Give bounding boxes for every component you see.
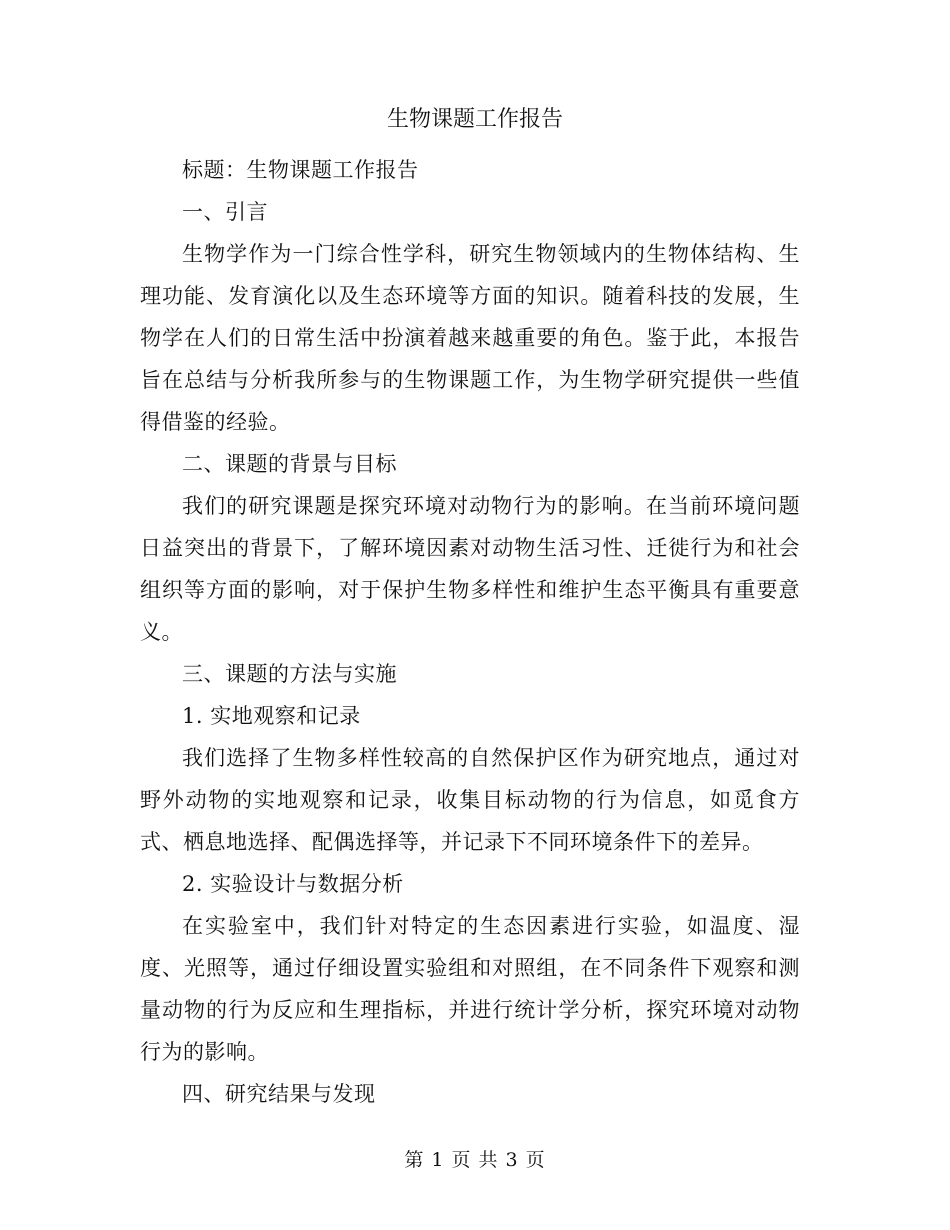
document-title: 生物课题工作报告 <box>386 107 563 132</box>
section-heading-introduction: 一、引言 <box>182 200 268 224</box>
paragraph-introduction: 生物学作为一门综合性学科，研究生物领域内的生物体结构、生理功能、发育演化以及生态环境等方面的知识。随着科技的发展，生物学在人们的日常生活中扮演着越来越重要的角色。鉴于此，本报告旨在总结与分析我所参与的生物课题工作，为生物学研究提供一些值得借鉴的经验。 <box>140 242 800 434</box>
subtitle-line: 标题：生物课题工作报告 <box>182 158 419 182</box>
paragraph-experiment-design: 在实验室中，我们针对特定的生态因素进行实验，如温度、湿度、光照等，通过仔细设置实验组和对照组，在不同条件下观察和测量动物的行为反应和生理指标，并进行统计学分析，探究环境对动物行为的影响。 <box>140 914 800 1064</box>
paragraph-field-observation: 我们选择了生物多样性较高的自然保护区作为研究地点，通过对野外动物的实地观察和记录，收集目标动物的行为信息，如觅食方式、栖息地选择、配偶选择等，并记录下不同环境条件下的差异。 <box>140 746 800 854</box>
subheading-field-observation: 1. 实地观察和记录 <box>182 704 361 728</box>
document-body <box>140 149 800 1115</box>
section-heading-background: 二、课题的背景与目标 <box>182 452 397 476</box>
paragraph-background: 我们的研究课题是探究环境对动物行为的影响。在当前环境问题日益突出的背景下，了解环境因素对动物生活习性、迁徙行为和社会组织等方面的影响，对于保护生物多样性和维护生态平衡具有重要意义。 <box>140 494 800 644</box>
section-heading-results: 四、研究结果与发现 <box>182 1082 376 1106</box>
page-number-footer: 第 1 页 共 3 页 <box>404 1149 546 1171</box>
subheading-experiment-design: 2. 实验设计与数据分析 <box>182 872 404 896</box>
section-heading-methods: 三、课题的方法与实施 <box>182 662 397 686</box>
